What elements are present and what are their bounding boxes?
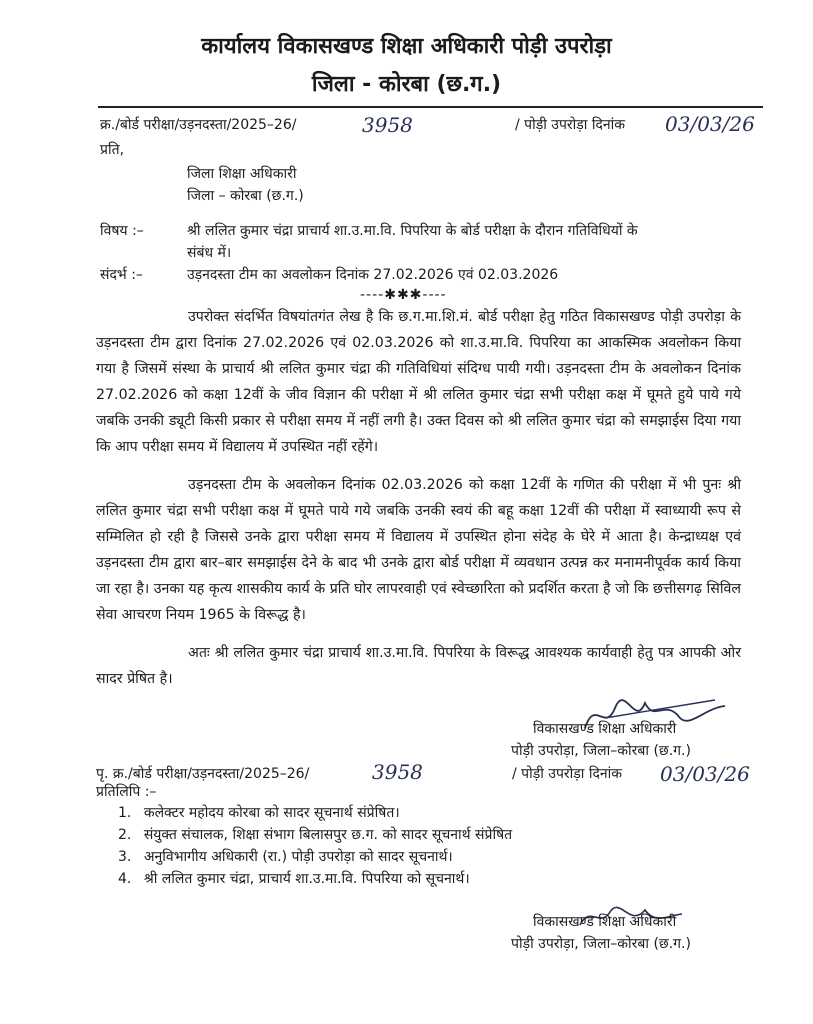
- office-title: कार्यालय विकासखण्ड शिक्षा अधिकारी पोड़ी उपरोड़ा: [201, 34, 612, 59]
- reference-text: उड़नदस्ता टीम का अवलोकन दिनांक 27.02.2026 एवं 02.03.2026: [187, 267, 559, 283]
- copy-ref-number-handwritten: 3958: [372, 760, 423, 784]
- prati-label: प्रति,: [100, 142, 125, 158]
- copy-ref-place-date-label: / पोड़ी उपरोड़ा दिनांक: [512, 766, 623, 782]
- addressee-line1: जिला शिक्षा अधिकारी: [187, 166, 297, 182]
- body-paragraph-3: अतः श्री ललित कुमार चंद्रा प्राचार्य शा.उ.मा.वि. पिपरिया के विरूद्ध आवश्यक कार्यवाही हेतु पत्र आपकी ओर सादर प्रेषित है।: [96, 645, 741, 687]
- copy-ref-date-handwritten: 03/03/26: [660, 762, 750, 786]
- copy-list-item: [118, 803, 400, 822]
- copy-item-number: 1.: [118, 805, 132, 821]
- signature1-designation: विकासखण्ड शिक्षा अधिकारी: [533, 721, 677, 737]
- reference-label: संदर्भ :–: [100, 267, 143, 283]
- copy-list-item: [118, 825, 512, 844]
- separator: ----✱✱✱----: [360, 287, 447, 303]
- ref-place-date-label: / पोड़ी उपरोड़ा दिनांक: [515, 117, 626, 133]
- body-paragraph-1: उपरोक्त संदर्भित विषयांतगंत लेख है कि छ.ग.मा.शि.मं. बोर्ड परीक्षा हेतु गठित विकासखण्ड पोड़ी उपरोड़ा के उड़नदस्ता टीम द्वारा दिनांक 27.02.2026 एवं 02.03.2026 को शा.उ.मा.वि. पिपरिया का आकस्मिक अवलोकन किया गया है जिसमें संस्था के प्राचार्य श्री ललित कुमार चंद्रा की गतिविधियां संदिग्ध पायी गयी। उड़नदस्ता टीम के अवलोकन दिनांक 27.02.2026 को कक्षा 12वीं के जीव विज्ञान की परीक्षा में श्री ललित कुमार चंद्रा सभी परीक्षा कक्ष में घूमते हुये पाये गये जबकि उनकी ड्यूटी किसी प्रकार से परीक्षा समय में नहीं लगी है। उक्त दिवस को श्री ललित कुमार चंद्रा को समझाईस दिया गया कि आप परीक्षा समय में विद्यालय में उपस्थित नहीं रहेंगे।: [96, 309, 741, 455]
- subject-line1: श्री ललित कुमार चंद्रा प्राचार्य शा.उ.मा.वि. पिपरिया के बोर्ड परीक्षा के दौरान गतिविधियों के: [187, 223, 638, 239]
- copy-item-number: 2.: [118, 827, 132, 843]
- copy-item-number: 4.: [118, 871, 132, 887]
- ref-number-prefix: क्र./बोर्ड परीक्षा/उड़नदस्ता/2025–26/: [100, 117, 297, 133]
- ref-number-handwritten: 3958: [362, 113, 413, 137]
- copy-item-text: श्री ललित कुमार चंद्रा, प्राचार्य शा.उ.मा.वि. पिपरिया को सूचनार्थ।: [143, 871, 470, 887]
- copy-list-item: [118, 847, 453, 866]
- copy-item-text: संयुक्त संचालक, शिक्षा संभाग बिलासपुर छ.ग. को सादर सूचनार्थ संप्रेषित: [143, 827, 513, 843]
- copy-list-item: [118, 869, 470, 888]
- body-paragraph-2: उड़नदस्ता टीम के अवलोकन दिनांक 02.03.2026 को कक्षा 12वीं के गणित की परीक्षा में भी पुनः श्री ललित कुमार चंद्रा सभी परीक्षा कक्ष में घूमते पाये गये जबकि उनकी स्वयं की बहू कक्षा 12वीं की परीक्षा में स्वाध्यायी रूप से सम्मिलित हो रही है जिससे उनके द्वारा परीक्षा समय में विद्यालय में उपस्थित होना संदेह के घेरे में आता है। केन्द्राध्यक्ष एवं उड़नदस्ता टीम द्वारा बार–बार समझाईस देने के बाद भी उनके द्वारा बोर्ड परीक्षा में व्यवधान उत्पन्न कर मनामनीपूर्वक कार्य किया जा रहा है। उनका यह कृत्य शासकीय कार्य के प्रति घोर लापरवाही एवं स्वेच्छारिता को प्रदर्शित करता है जो कि छत्तीसगढ़ सिविल सेवा आचरण नियम 1965 के विरूद्ध है।: [96, 477, 741, 623]
- copy-item-text: कलेक्टर महोदय कोरबा को सादर सूचनार्थ संप्रेषित।: [143, 805, 400, 821]
- signature2-designation: विकासखण्ड शिक्षा अधिकारी: [533, 914, 677, 930]
- copy-item-text: अनुविभागीय अधिकारी (रा.) पोड़ी उपरोड़ा को सादर सूचनार्थ।: [143, 849, 453, 865]
- signature1-office: पोड़ी उपरोड़ा, जिला–कोरबा (छ.ग.): [511, 743, 691, 759]
- ref-date-handwritten: 03/03/26: [665, 112, 755, 136]
- signature2-office: पोड़ी उपरोड़ा, जिला–कोरबा (छ.ग.): [511, 936, 691, 952]
- copy-item-number: 3.: [118, 849, 132, 865]
- district-title: जिला - कोरबा (छ.ग.): [311, 72, 502, 97]
- header-rule: [98, 106, 763, 108]
- copy-list-label: प्रतिलिपि :–: [96, 784, 157, 800]
- copy-ref-number-prefix: पृ. क्र./बोर्ड परीक्षा/उड़नदस्ता/2025–26/: [96, 766, 310, 782]
- subject-label: विषय :–: [100, 223, 144, 239]
- subject-line2: संबंध में।: [187, 245, 232, 261]
- addressee-line2: जिला – कोरबा (छ.ग.): [187, 188, 304, 204]
